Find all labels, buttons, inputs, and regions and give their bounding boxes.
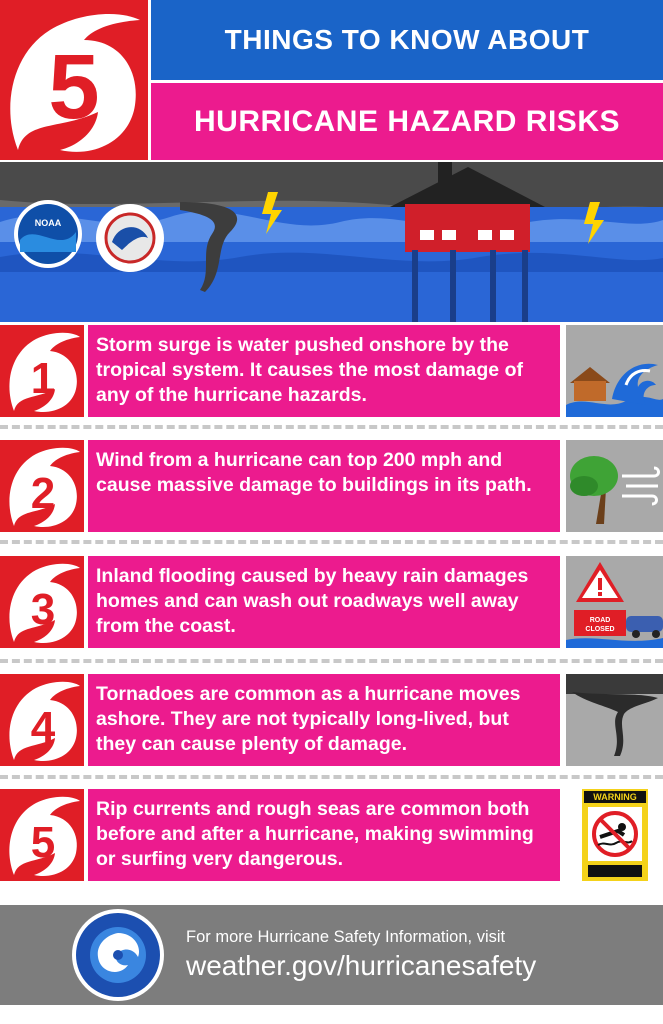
station-logo [0, 0, 148, 160]
item-text-5: Rip currents and rough seas are common both before and after a hurricane, making swimming or surfing very dangerous. [88, 789, 560, 881]
hurricane-number-badge-icon [0, 674, 84, 766]
item-text-2: Wind from a hurricane can top 200 mph and cause massive damage to buildings in its path. [88, 440, 560, 532]
item-text-4: Tornadoes are common as a hurricane moves ashore. They are not typically long-lived, but they can cause plenty of damage. [88, 674, 560, 766]
road-closed-icon [566, 556, 663, 648]
title-line-1: THINGS TO KNOW ABOUT [151, 0, 663, 80]
svg-text:5: 5 [30, 818, 56, 867]
divider [0, 659, 663, 663]
hurricane-number-badge-icon [0, 440, 84, 532]
item-text-3: Inland flooding caused by heavy rain damages homes and can wash out roadways well away from the coast. [88, 556, 560, 648]
weather-ready-hurricanes-logo-icon [70, 907, 166, 1003]
svg-text:5: 5 [48, 36, 100, 138]
hurricane-number-badge-icon [0, 789, 84, 881]
footer-url-link[interactable]: weather.gov/hurricanesafety [186, 950, 537, 981]
hurricane-five-logo-icon [0, 0, 148, 160]
svg-text:WARNING: WARNING [593, 792, 637, 802]
footer-info-text: For more Hurricane Safety Information, visit [186, 928, 506, 946]
hurricane-banner [0, 162, 663, 322]
svg-text:NOAA: NOAA [34, 218, 62, 228]
wind-tree-icon [566, 440, 663, 532]
divider [0, 775, 663, 779]
flooded-house-illustration-icon [0, 162, 663, 322]
svg-text:2: 2 [30, 469, 56, 518]
svg-text:ROAD: ROAD [589, 617, 611, 624]
item-number-3 [0, 556, 84, 648]
divider [0, 540, 663, 544]
item-number-5 [0, 789, 84, 881]
hurricane-number-badge-icon [0, 325, 84, 417]
svg-text:3: 3 [30, 585, 56, 634]
hurricane-number-badge-icon [0, 556, 84, 648]
no-swimming-sign-icon [566, 789, 663, 881]
item-number-1 [0, 325, 84, 417]
divider [0, 425, 663, 429]
svg-text:CLOSED: CLOSED [585, 626, 615, 633]
title-line-2: HURRICANE HAZARD RISKS [151, 83, 663, 160]
tornado-icon [566, 674, 663, 766]
item-number-4 [0, 674, 84, 766]
item-text-1: Storm surge is water pushed onshore by the tropical system. It causes the most damage of any of the hurricane hazards. [88, 325, 560, 417]
storm-surge-icon [566, 325, 663, 417]
svg-text:4: 4 [30, 703, 56, 752]
item-number-2 [0, 440, 84, 532]
noaa-logo-icon [14, 200, 82, 268]
svg-text:1: 1 [30, 354, 56, 403]
nws-logo-icon [96, 204, 164, 272]
weather-ready-nation-logo [70, 907, 166, 1003]
